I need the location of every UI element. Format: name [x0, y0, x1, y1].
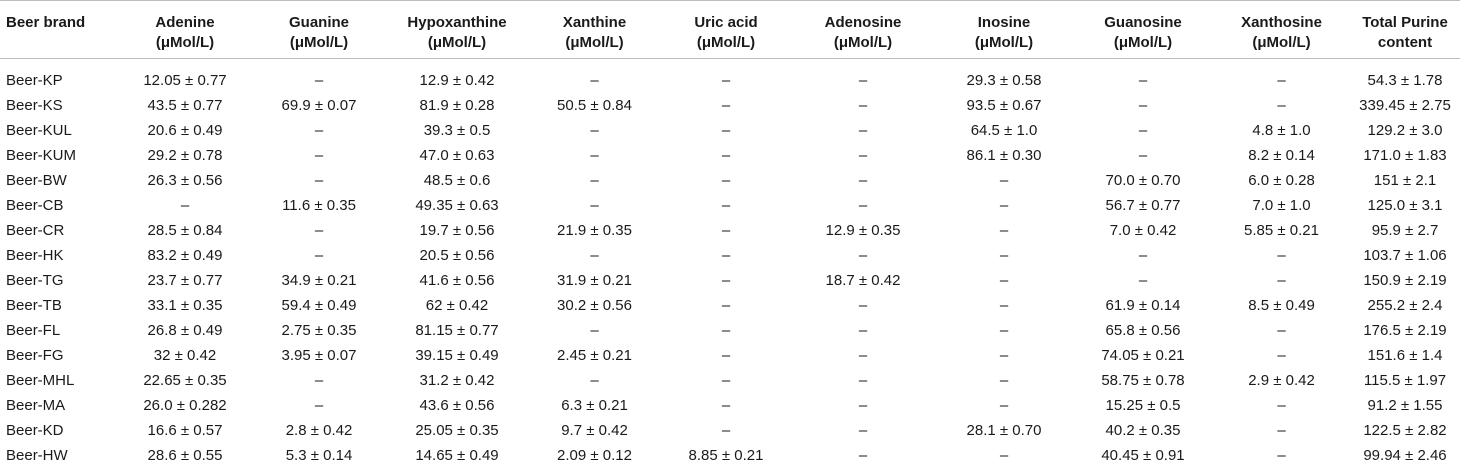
value-cell: 29.2 ± 0.78 [147, 147, 223, 164]
value-cell: – [999, 172, 1009, 189]
table-row [0, 93, 1460, 118]
value-cell: – [999, 297, 1009, 314]
value-cell: – [590, 322, 599, 339]
value-cell: – [721, 347, 731, 364]
table-row [0, 143, 1460, 168]
value-cell: 8.5 ± 0.49 [1248, 297, 1315, 314]
value-cell: – [1138, 72, 1148, 89]
value-cell: – [721, 197, 731, 214]
value-cell: – [590, 372, 599, 389]
value-cell: 20.5 ± 0.56 [419, 247, 495, 264]
value-cell: – [590, 197, 599, 214]
value-cell: – [1277, 447, 1286, 464]
value-cell: 122.5 ± 2.82 [1363, 422, 1447, 439]
value-cell: 12.05 ± 0.77 [143, 72, 227, 89]
value-cell: 18.7 ± 0.42 [825, 272, 901, 289]
value-cell: 62 ± 0.42 [425, 297, 489, 314]
value-cell: – [180, 197, 190, 214]
value-cell: 99.94 ± 2.46 [1363, 447, 1447, 464]
value-cell: – [858, 72, 868, 89]
column-header-line1: Guanine [288, 14, 349, 31]
table-row [0, 193, 1460, 218]
value-cell: 125.0 ± 3.1 [1367, 197, 1443, 214]
value-cell: – [858, 347, 868, 364]
value-cell: 33.1 ± 0.35 [147, 297, 223, 314]
value-cell: – [858, 322, 868, 339]
table-header [0, 1, 1460, 59]
value-cell: 31.2 ± 0.42 [419, 372, 495, 389]
value-cell: 151.6 ± 1.4 [1367, 347, 1443, 364]
value-cell: 21.9 ± 0.35 [557, 222, 632, 239]
beer-brand-cell: Beer-KUM [6, 147, 77, 164]
column-header [1350, 1, 1460, 59]
value-cell: 171.0 ± 1.83 [1363, 147, 1447, 164]
value-cell: 11.6 ± 0.35 [282, 197, 356, 214]
beer-brand-cell: Beer-CB [6, 197, 64, 214]
column-header [791, 1, 935, 59]
beer-brand-cell: Beer-HK [6, 247, 64, 264]
column-header [661, 1, 791, 59]
table-row [0, 118, 1460, 143]
column-header [118, 1, 252, 59]
value-cell: – [590, 247, 599, 264]
value-cell: – [999, 247, 1009, 264]
value-cell: 43.6 ± 0.56 [419, 397, 495, 414]
value-cell: – [590, 172, 599, 189]
value-cell: 5.3 ± 0.14 [285, 447, 353, 464]
value-cell: 81.9 ± 0.28 [419, 97, 495, 114]
value-cell: 83.2 ± 0.49 [147, 247, 223, 264]
beer-brand-cell: Beer-HW [6, 447, 68, 464]
value-cell: – [1277, 322, 1286, 339]
value-cell: 69.9 ± 0.07 [281, 97, 357, 114]
value-cell: – [999, 272, 1009, 289]
value-cell: – [314, 247, 324, 264]
table-row [0, 393, 1460, 418]
value-cell: 26.0 ± 0.282 [143, 397, 227, 414]
value-cell: 12.9 ± 0.35 [825, 222, 901, 239]
value-cell: 49.35 ± 0.63 [415, 197, 499, 214]
column-header-line2: (μMol/L) [427, 34, 487, 51]
value-cell: 34.9 ± 0.21 [281, 272, 357, 289]
value-cell: – [314, 122, 324, 139]
table-row [0, 418, 1460, 443]
column-header [1073, 1, 1213, 59]
value-cell: – [314, 72, 324, 89]
value-cell: 255.2 ± 2.4 [1367, 297, 1443, 314]
beer-brand-cell: Beer-FG [6, 347, 64, 364]
table-row [0, 168, 1460, 193]
beer-brand-cell: Beer-KUL [6, 122, 72, 139]
beer-brand-cell: Beer-BW [6, 172, 67, 189]
value-cell: 61.9 ± 0.14 [1105, 297, 1181, 314]
table-row [0, 268, 1460, 293]
value-cell: – [858, 422, 868, 439]
value-cell: – [721, 222, 731, 239]
value-cell: 28.5 ± 0.84 [147, 222, 223, 239]
column-header [252, 1, 386, 59]
value-cell: – [1138, 97, 1148, 114]
value-cell: 29.3 ± 0.58 [966, 72, 1042, 89]
column-header-line1: Beer brand [6, 14, 86, 31]
table-row [0, 293, 1460, 318]
value-cell: 28.1 ± 0.70 [966, 422, 1042, 439]
beer-brand-cell: Beer-MHL [6, 372, 75, 389]
value-cell: – [858, 397, 868, 414]
value-cell: – [721, 97, 731, 114]
value-cell: – [999, 322, 1009, 339]
value-cell: – [721, 422, 731, 439]
value-cell: 40.45 ± 0.91 [1101, 447, 1185, 464]
column-header-line1: Hypoxanthine [407, 14, 507, 31]
beer-brand-cell: Beer-FL [6, 322, 61, 339]
value-cell: 15.25 ± 0.5 [1105, 397, 1181, 414]
value-cell: – [858, 197, 868, 214]
value-cell: 54.3 ± 1.78 [1367, 72, 1443, 89]
value-cell: 48.5 ± 0.6 [423, 172, 491, 189]
value-cell: 2.75 ± 0.35 [281, 322, 357, 339]
value-cell: – [999, 372, 1009, 389]
value-cell: – [590, 72, 599, 89]
value-cell: – [999, 397, 1009, 414]
value-cell: – [314, 222, 324, 239]
value-cell: 115.5 ± 1.97 [1363, 372, 1447, 389]
value-cell: 31.9 ± 0.21 [557, 272, 632, 289]
value-cell: 23.7 ± 0.77 [147, 272, 223, 289]
value-cell: 50.5 ± 0.84 [557, 97, 632, 114]
beer-brand-cell: Beer-CR [6, 222, 65, 239]
value-cell: 3.95 ± 0.07 [281, 347, 357, 364]
table-row [0, 368, 1460, 393]
value-cell: 59.4 ± 0.49 [281, 297, 357, 314]
value-cell: 65.8 ± 0.56 [1105, 322, 1181, 339]
value-cell: 93.5 ± 0.67 [966, 97, 1042, 114]
value-cell: 39.3 ± 0.5 [423, 122, 491, 139]
value-cell: 151 ± 2.1 [1373, 172, 1437, 189]
column-header-line1: Xanthine [562, 14, 627, 31]
column-header-line1: Inosine [977, 14, 1031, 31]
column-header-line2: content [1377, 34, 1433, 51]
value-cell: 8.2 ± 0.14 [1248, 147, 1315, 164]
value-cell: 2.8 ± 0.42 [285, 422, 353, 439]
column-header [386, 1, 528, 59]
value-cell: – [1277, 272, 1286, 289]
value-cell: – [721, 147, 731, 164]
value-cell: 28.6 ± 0.55 [147, 447, 223, 464]
value-cell: 8.85 ± 0.21 [688, 447, 764, 464]
column-header-line2: (μMol/L) [1252, 34, 1311, 51]
value-cell: – [1138, 122, 1148, 139]
value-cell: 43.5 ± 0.77 [147, 97, 223, 114]
value-cell: – [858, 172, 868, 189]
value-cell: – [1138, 147, 1148, 164]
value-cell: – [999, 197, 1009, 214]
value-cell: 16.6 ± 0.57 [147, 422, 223, 439]
value-cell: 86.1 ± 0.30 [966, 147, 1042, 164]
column-header [0, 1, 118, 59]
value-cell: 129.2 ± 3.0 [1367, 122, 1443, 139]
value-cell: – [1138, 272, 1148, 289]
value-cell: – [721, 297, 731, 314]
column-header-line1: Guanosine [1104, 14, 1182, 31]
value-cell: – [590, 147, 599, 164]
column-header-line1: Xanthosine [1241, 14, 1322, 31]
value-cell: – [721, 247, 731, 264]
value-cell: – [314, 397, 324, 414]
value-cell: 26.3 ± 0.56 [147, 172, 223, 189]
column-header-line2: (μMol/L) [833, 34, 893, 51]
value-cell: 22.65 ± 0.35 [143, 372, 227, 389]
value-cell: 41.6 ± 0.56 [419, 272, 495, 289]
value-cell: – [1277, 347, 1286, 364]
value-cell: – [999, 447, 1009, 464]
value-cell: – [858, 147, 868, 164]
value-cell: – [1277, 397, 1286, 414]
value-cell: 7.0 ± 1.0 [1252, 197, 1311, 214]
value-cell: 2.9 ± 0.42 [1248, 372, 1315, 389]
value-cell: 2.09 ± 0.12 [557, 447, 632, 464]
table-row [0, 68, 1460, 93]
value-cell: 103.7 ± 1.06 [1363, 247, 1447, 264]
value-cell: – [314, 172, 324, 189]
value-cell: 39.15 ± 0.49 [415, 347, 499, 364]
value-cell: – [721, 122, 731, 139]
column-header-line2: (μMol/L) [1113, 34, 1173, 51]
value-cell: – [721, 172, 731, 189]
value-cell: – [314, 372, 324, 389]
value-cell: 30.2 ± 0.56 [557, 297, 632, 314]
value-cell: 19.7 ± 0.56 [419, 222, 495, 239]
beer-brand-cell: Beer-KD [6, 422, 64, 439]
column-header-line1: Uric acid [694, 14, 758, 31]
beer-brand-cell: Beer-TB [6, 297, 62, 314]
value-cell: – [721, 397, 731, 414]
column-header-line1: Adenosine [824, 14, 902, 31]
value-cell: 26.8 ± 0.49 [147, 322, 223, 339]
value-cell: 339.45 ± 2.75 [1359, 97, 1451, 114]
value-cell: 91.2 ± 1.55 [1367, 397, 1443, 414]
value-cell: 95.9 ± 2.7 [1371, 222, 1439, 239]
column-header-line2: (μMol/L) [289, 34, 349, 51]
value-cell: – [721, 322, 731, 339]
value-cell: 47.0 ± 0.63 [419, 147, 495, 164]
value-cell: 74.05 ± 0.21 [1101, 347, 1185, 364]
value-cell: – [1277, 97, 1286, 114]
column-header-line2: (μMol/L) [565, 34, 624, 51]
value-cell: 25.05 ± 0.35 [415, 422, 499, 439]
value-cell: – [858, 297, 868, 314]
value-cell: – [314, 147, 324, 164]
header-spacer [0, 59, 1460, 69]
value-cell: – [858, 372, 868, 389]
value-cell: 40.2 ± 0.35 [1105, 422, 1181, 439]
value-cell: – [1138, 247, 1148, 264]
value-cell: 150.9 ± 2.19 [1363, 272, 1447, 289]
value-cell: – [721, 372, 731, 389]
value-cell: 81.15 ± 0.77 [415, 322, 499, 339]
beer-brand-cell: Beer-KS [6, 97, 63, 114]
table-row [0, 218, 1460, 243]
value-cell: – [858, 447, 868, 464]
beer-brand-cell: Beer-KP [6, 72, 63, 89]
value-cell: 7.0 ± 0.42 [1109, 222, 1177, 239]
value-cell: – [721, 272, 731, 289]
value-cell: – [999, 222, 1009, 239]
value-cell: 2.45 ± 0.21 [557, 347, 632, 364]
column-header [528, 1, 661, 59]
value-cell: 32 ± 0.42 [153, 347, 217, 364]
value-cell: – [858, 247, 868, 264]
value-cell: 64.5 ± 1.0 [970, 122, 1038, 139]
column-header-line1: Total Purine [1362, 14, 1448, 31]
value-cell: – [858, 97, 868, 114]
value-cell: 176.5 ± 2.19 [1363, 322, 1447, 339]
table-row [0, 343, 1460, 368]
table-row [0, 243, 1460, 268]
column-header-line2: (μMol/L) [974, 34, 1034, 51]
value-cell: 12.9 ± 0.42 [419, 72, 495, 89]
value-cell: – [1277, 247, 1286, 264]
value-cell: – [999, 347, 1009, 364]
beer-brand-cell: Beer-TG [6, 272, 64, 289]
column-header [935, 1, 1073, 59]
value-cell: – [721, 72, 731, 89]
value-cell: 6.3 ± 0.21 [561, 397, 628, 414]
column-header [1213, 1, 1350, 59]
header-row [0, 1, 1460, 59]
value-cell: 4.8 ± 1.0 [1252, 122, 1311, 139]
value-cell: 5.85 ± 0.21 [1244, 222, 1319, 239]
value-cell: 9.7 ± 0.42 [561, 422, 628, 439]
value-cell: 20.6 ± 0.49 [147, 122, 223, 139]
beer-brand-cell: Beer-MA [6, 397, 66, 414]
value-cell: – [858, 122, 868, 139]
column-header-line2: (μMol/L) [696, 34, 756, 51]
value-cell: – [590, 122, 599, 139]
value-cell: 6.0 ± 0.28 [1248, 172, 1315, 189]
value-cell: 56.7 ± 0.77 [1105, 197, 1181, 214]
table-body [0, 59, 1460, 469]
table-row [0, 318, 1460, 343]
value-cell: – [1277, 72, 1286, 89]
value-cell: – [1277, 422, 1286, 439]
column-header-line2: (μMol/L) [155, 34, 215, 51]
value-cell: 14.65 ± 0.49 [415, 447, 499, 464]
table-row [0, 443, 1460, 468]
value-cell: 70.0 ± 0.70 [1105, 172, 1181, 189]
value-cell: 58.75 ± 0.78 [1101, 372, 1185, 389]
column-header-line1: Adenine [155, 14, 215, 31]
